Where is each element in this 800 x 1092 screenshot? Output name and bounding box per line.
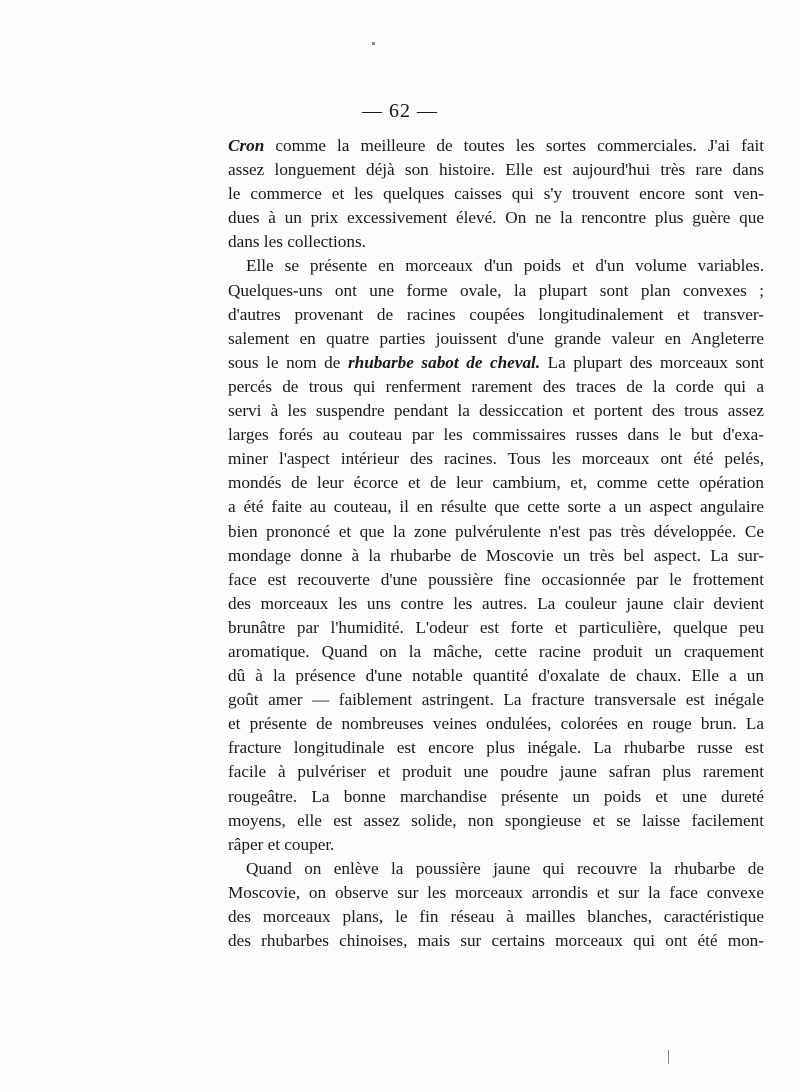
text-line: Moscovie, on observe sur les morceaux arrondis et sur la face convexe (228, 882, 764, 902)
text-line: des rhubarbes chinoises, mais sur certains morceaux qui ont été mon- (228, 931, 764, 951)
text-line: Quand on enlève la poussière jaune qui recouvre la rhubarbe de (246, 858, 764, 878)
text-line: percés de trous qui renferment rarement des traces de la corde qui a (228, 376, 764, 396)
page-number: — 62 — (362, 100, 438, 122)
text-line: miner l'aspect intérieur des racines. Tous les morceaux ont été pelés, (228, 449, 764, 469)
text-line: moyens, elle est assez solide, non spongieuse et se laisse facilement (228, 810, 764, 830)
text-line: bien prononcé et que la zone pulvérulente n'est pas très développée. Ce (228, 521, 764, 541)
text-line: assez longuement déjà son histoire. Elle est aujourd'hui très rare dans (228, 160, 764, 180)
text-line: et présente de nombreuses veines ondulées, colorées en rouge brun. La (228, 714, 764, 734)
text-line: dans les collections. (228, 232, 366, 252)
text-line: dû à la présence d'une notable quantité d'oxalate de chaux. Elle a un (228, 666, 764, 686)
text-line: larges forés au couteau par les commissaires russes dans le but d'exa- (228, 425, 764, 445)
text-line: a été faite au couteau, il en résulte que cette sorte a un aspect angulaire (228, 497, 764, 517)
body-text (228, 134, 764, 953)
text-line: Cron comme la meilleure de toutes les sortes commerciales. J'ai fait (228, 136, 764, 155)
text-line: Elle se présente en morceaux d'un poids et d'un volume variables. (246, 256, 764, 276)
text-line: face est recouverte d'une poussière fine occasionnée par le frottement (228, 569, 764, 589)
text-line: salement en quatre parties jouissent d'une grande valeur en Angleterre (228, 328, 764, 348)
text-line: Quelques-uns ont une forme ovale, la plupart sont plan convexes ; (228, 280, 764, 300)
paper-speck (668, 1050, 669, 1064)
text-line: le commerce et les quelques caisses qui s'y trouvent encore sont ven- (228, 184, 764, 204)
text-line: des morceaux plans, le fin réseau à mailles blanches, caractéristique (228, 907, 764, 926)
text-line: dues à un prix excessivement élevé. On ne la rencontre plus guère que (228, 208, 764, 228)
text-line: rougeâtre. La bonne marchandise présente un poids et une dureté (228, 786, 764, 806)
text-line: mondage donne à la rhubarbe de Moscovie un très bel aspect. La sur- (228, 545, 764, 565)
text-line: mondés de leur écorce et de leur cambium, et, comme cette opération (228, 473, 764, 493)
paper-speck (372, 42, 375, 45)
text-line: aromatique. Quand on la mâche, cette racine produit un craquement (228, 641, 764, 661)
text-line: fracture longitudinale est encore plus inégale. La rhubarbe russe est (228, 738, 764, 758)
text-line: sous le nom de rhubarbe sabot de cheval. La plupart des morceaux sont (228, 352, 765, 372)
text-line: servi à les suspendre pendant la dessiccation et portent des trous assez (228, 401, 764, 421)
text-line: goût amer — faiblement astringent. La fracture transversale est inégale (228, 690, 764, 710)
text-line: des morceaux les uns contre les autres. La couleur jaune clair devient (228, 593, 764, 613)
text-line: brunâtre par l'humidité. L'odeur est forte et particulière, quelque peu (228, 617, 764, 637)
text-line: facile à pulvériser et produit une poudre jaune safran plus rarement (228, 762, 764, 782)
text-line: râper et couper. (228, 834, 335, 854)
text-line: d'autres provenant de racines coupées longitudinalement et transver- (228, 304, 764, 324)
